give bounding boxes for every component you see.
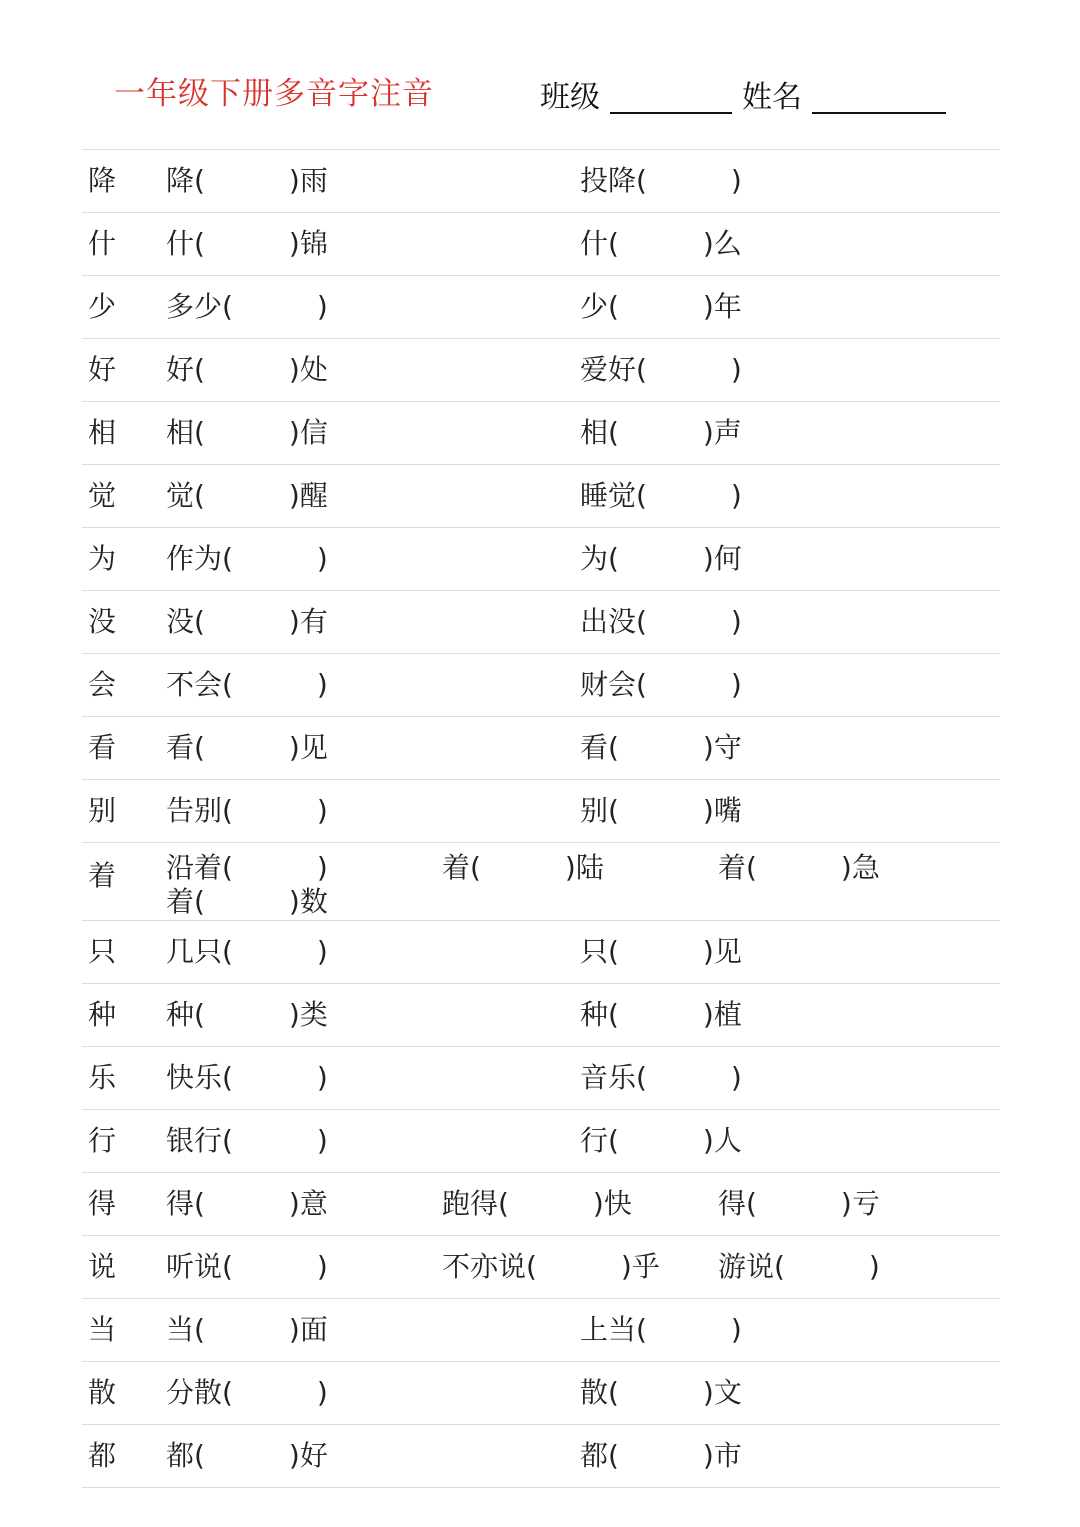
target-char: 只 xyxy=(88,935,117,968)
target-char: 为 xyxy=(88,542,117,575)
worksheet-title: 一年级下册多音字注音 xyxy=(114,76,434,112)
exercise-item[interactable]: 快乐( ) xyxy=(166,1061,328,1094)
exercise-row xyxy=(82,339,1000,402)
exercise-row xyxy=(82,1425,1000,1488)
name-blank[interactable] xyxy=(812,82,946,114)
exercise-item[interactable]: 看( )守 xyxy=(580,731,742,764)
exercise-item[interactable]: 相( )声 xyxy=(580,416,742,449)
exercise-row xyxy=(82,921,1000,984)
exercise-item[interactable]: 沿着( ) xyxy=(166,851,328,884)
target-char: 少 xyxy=(88,290,117,323)
exercise-item[interactable]: 降( )雨 xyxy=(166,164,328,197)
exercise-item[interactable]: 行( )人 xyxy=(580,1124,742,1157)
target-char: 乐 xyxy=(88,1061,117,1094)
student-info xyxy=(540,72,946,116)
exercise-item[interactable]: 睡觉( ) xyxy=(580,479,742,512)
target-char: 别 xyxy=(88,794,117,827)
exercise-item[interactable]: 都( )好 xyxy=(166,1439,328,1472)
exercise-item[interactable]: 上当( ) xyxy=(580,1313,742,1346)
exercise-row xyxy=(82,276,1000,339)
target-char: 会 xyxy=(88,668,117,701)
exercise-item[interactable]: 只( )见 xyxy=(580,935,742,968)
exercise-item[interactable]: 作为( ) xyxy=(166,542,328,575)
exercise-item[interactable]: 什( )么 xyxy=(580,227,742,260)
exercise-item[interactable]: 看( )见 xyxy=(166,731,328,764)
name-label: 姓名 xyxy=(742,80,802,115)
exercise-item[interactable]: 财会( ) xyxy=(580,668,742,701)
target-char: 当 xyxy=(88,1313,117,1346)
exercise-item[interactable]: 为( )何 xyxy=(580,542,742,575)
exercise-item[interactable]: 不会( ) xyxy=(166,668,328,701)
exercise-item[interactable]: 好( )处 xyxy=(166,353,328,386)
exercise-item[interactable]: 当( )面 xyxy=(166,1313,328,1346)
exercise-item[interactable]: 音乐( ) xyxy=(580,1061,742,1094)
exercise-row xyxy=(82,843,1000,921)
target-char: 种 xyxy=(88,998,117,1031)
exercise-item[interactable]: 投降( ) xyxy=(580,164,742,197)
target-char: 行 xyxy=(88,1124,117,1157)
exercise-row xyxy=(82,717,1000,780)
exercise-item[interactable]: 分散( ) xyxy=(166,1376,328,1409)
class-label: 班级 xyxy=(540,80,600,115)
exercise-item[interactable]: 都( )市 xyxy=(580,1439,742,1472)
exercise-item[interactable]: 别( )嘴 xyxy=(580,794,742,827)
exercise-row xyxy=(82,150,1000,213)
target-char: 看 xyxy=(88,731,117,764)
exercise-item[interactable]: 什( )锦 xyxy=(166,227,328,260)
target-char: 说 xyxy=(88,1250,117,1283)
exercise-item[interactable]: 着( )急 xyxy=(718,851,880,884)
exercise-item[interactable]: 跑得( )快 xyxy=(442,1187,632,1220)
exercise-item[interactable]: 少( )年 xyxy=(580,290,742,323)
exercise-row xyxy=(82,591,1000,654)
exercise-item[interactable]: 得( )意 xyxy=(166,1187,328,1220)
target-char: 相 xyxy=(88,416,117,449)
exercise-table xyxy=(82,149,1000,1488)
target-char: 好 xyxy=(88,353,117,386)
exercise-row xyxy=(82,1110,1000,1173)
exercise-item[interactable]: 不亦说( )乎 xyxy=(442,1250,660,1283)
exercise-item[interactable]: 得( )亏 xyxy=(718,1187,880,1220)
exercise-item[interactable]: 银行( ) xyxy=(166,1124,328,1157)
exercise-row xyxy=(82,654,1000,717)
exercise-row xyxy=(82,213,1000,276)
exercise-row xyxy=(82,1173,1000,1236)
exercise-row xyxy=(82,780,1000,843)
target-char: 着 xyxy=(88,859,117,892)
exercise-item[interactable]: 觉( )醒 xyxy=(166,479,328,512)
exercise-row xyxy=(82,984,1000,1047)
exercise-item[interactable]: 没( )有 xyxy=(166,605,328,638)
exercise-item[interactable]: 相( )信 xyxy=(166,416,328,449)
exercise-item[interactable]: 出没( ) xyxy=(580,605,742,638)
exercise-item[interactable]: 听说( ) xyxy=(166,1250,328,1283)
exercise-row xyxy=(82,465,1000,528)
exercise-item[interactable]: 多少( ) xyxy=(166,290,328,323)
exercise-item[interactable]: 爱好( ) xyxy=(580,353,742,386)
target-char: 散 xyxy=(88,1376,117,1409)
exercise-item[interactable]: 游说( ) xyxy=(718,1250,880,1283)
exercise-item[interactable]: 告别( ) xyxy=(166,794,328,827)
class-blank[interactable] xyxy=(610,82,732,114)
exercise-item[interactable]: 几只( ) xyxy=(166,935,328,968)
exercise-row xyxy=(82,1047,1000,1110)
exercise-item[interactable]: 种( )植 xyxy=(580,998,742,1031)
exercise-row xyxy=(82,528,1000,591)
exercise-item[interactable]: 散( )文 xyxy=(580,1376,742,1409)
target-char: 没 xyxy=(88,605,117,638)
target-char: 都 xyxy=(88,1439,117,1472)
target-char: 什 xyxy=(88,227,117,260)
target-char: 得 xyxy=(88,1187,117,1220)
exercise-row xyxy=(82,1299,1000,1362)
exercise-row xyxy=(82,402,1000,465)
exercise-item[interactable]: 着( )数 xyxy=(166,885,328,918)
exercise-row xyxy=(82,1236,1000,1299)
exercise-row xyxy=(82,1362,1000,1425)
target-char: 降 xyxy=(88,164,117,197)
target-char: 觉 xyxy=(88,479,117,512)
exercise-item[interactable]: 种( )类 xyxy=(166,998,328,1031)
exercise-item[interactable]: 着( )陆 xyxy=(442,851,604,884)
